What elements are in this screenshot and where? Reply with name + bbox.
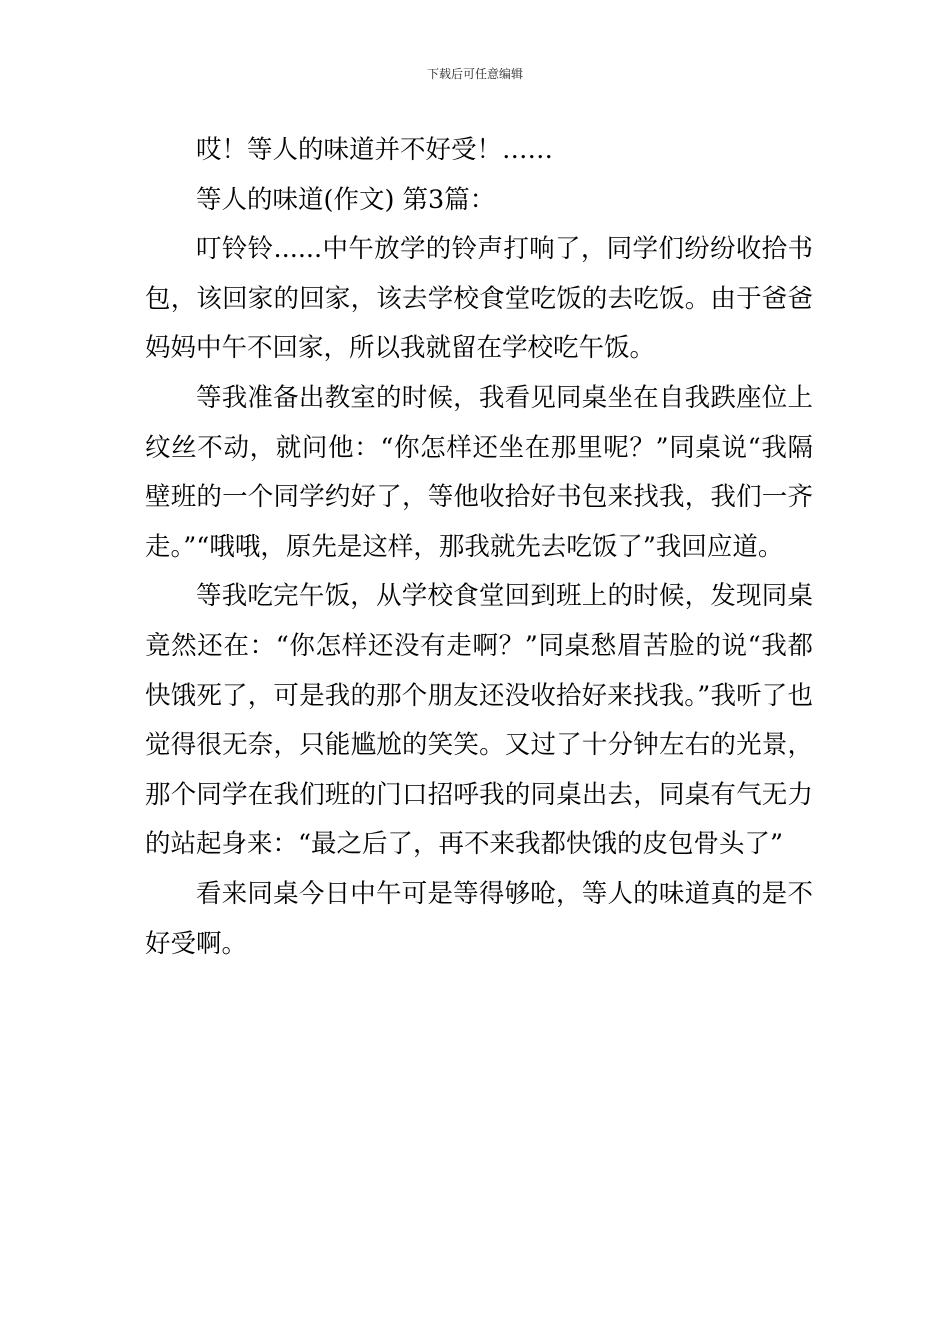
paragraph-closing-line: 哎！等人的味道并不好受！……	[196, 135, 554, 165]
paragraph-conclusion: 看来同桌今日中午可是等得够呛，等人的味道真的是不好受啊。	[145, 878, 813, 959]
paragraph-school-bell: 叮铃铃......中午放学的铃声打响了，同学们纷纷收拾书包，该回家的回家，该去学校食堂吃饭的去吃饭。由于爸爸妈妈中午不回家，所以我就留在学校吃午饭。	[145, 234, 813, 364]
paragraph-deskmate-waiting: 等我准备出教室的时候，我看见同桌坐在自我跌座位上纹丝不动，就问他：“你怎样还坐在那里呢？”同桌说“我隔壁班的一个同学约好了，等他收拾好书包来找我，我们一齐走。”“哦哦，原先是这样，那我就先去吃饭了”我回应道。	[145, 382, 813, 562]
paragraph-after-lunch: 等我吃完午饭，从学校食堂回到班上的时候，发现同桌竟然还在：“你怎样还没有走啊？”同桌愁眉苦脸的说“我都快饿死了，可是我的那个朋友还没收拾好来找我。”我听了也觉得很无奈，只能尴尬的笑笑。又过了十分钟左右的光景，那个同学在我们班的门口招呼我的同桌出去，同桌有气无力的站起身来：“最之后了，再不来我都快饿的皮包骨头了”	[145, 581, 813, 860]
document-body	[145, 126, 813, 969]
paragraph-section-heading: 等人的味道(作文) 第3篇：	[196, 184, 496, 215]
header-note: 下载后可任意编辑	[426, 67, 523, 81]
